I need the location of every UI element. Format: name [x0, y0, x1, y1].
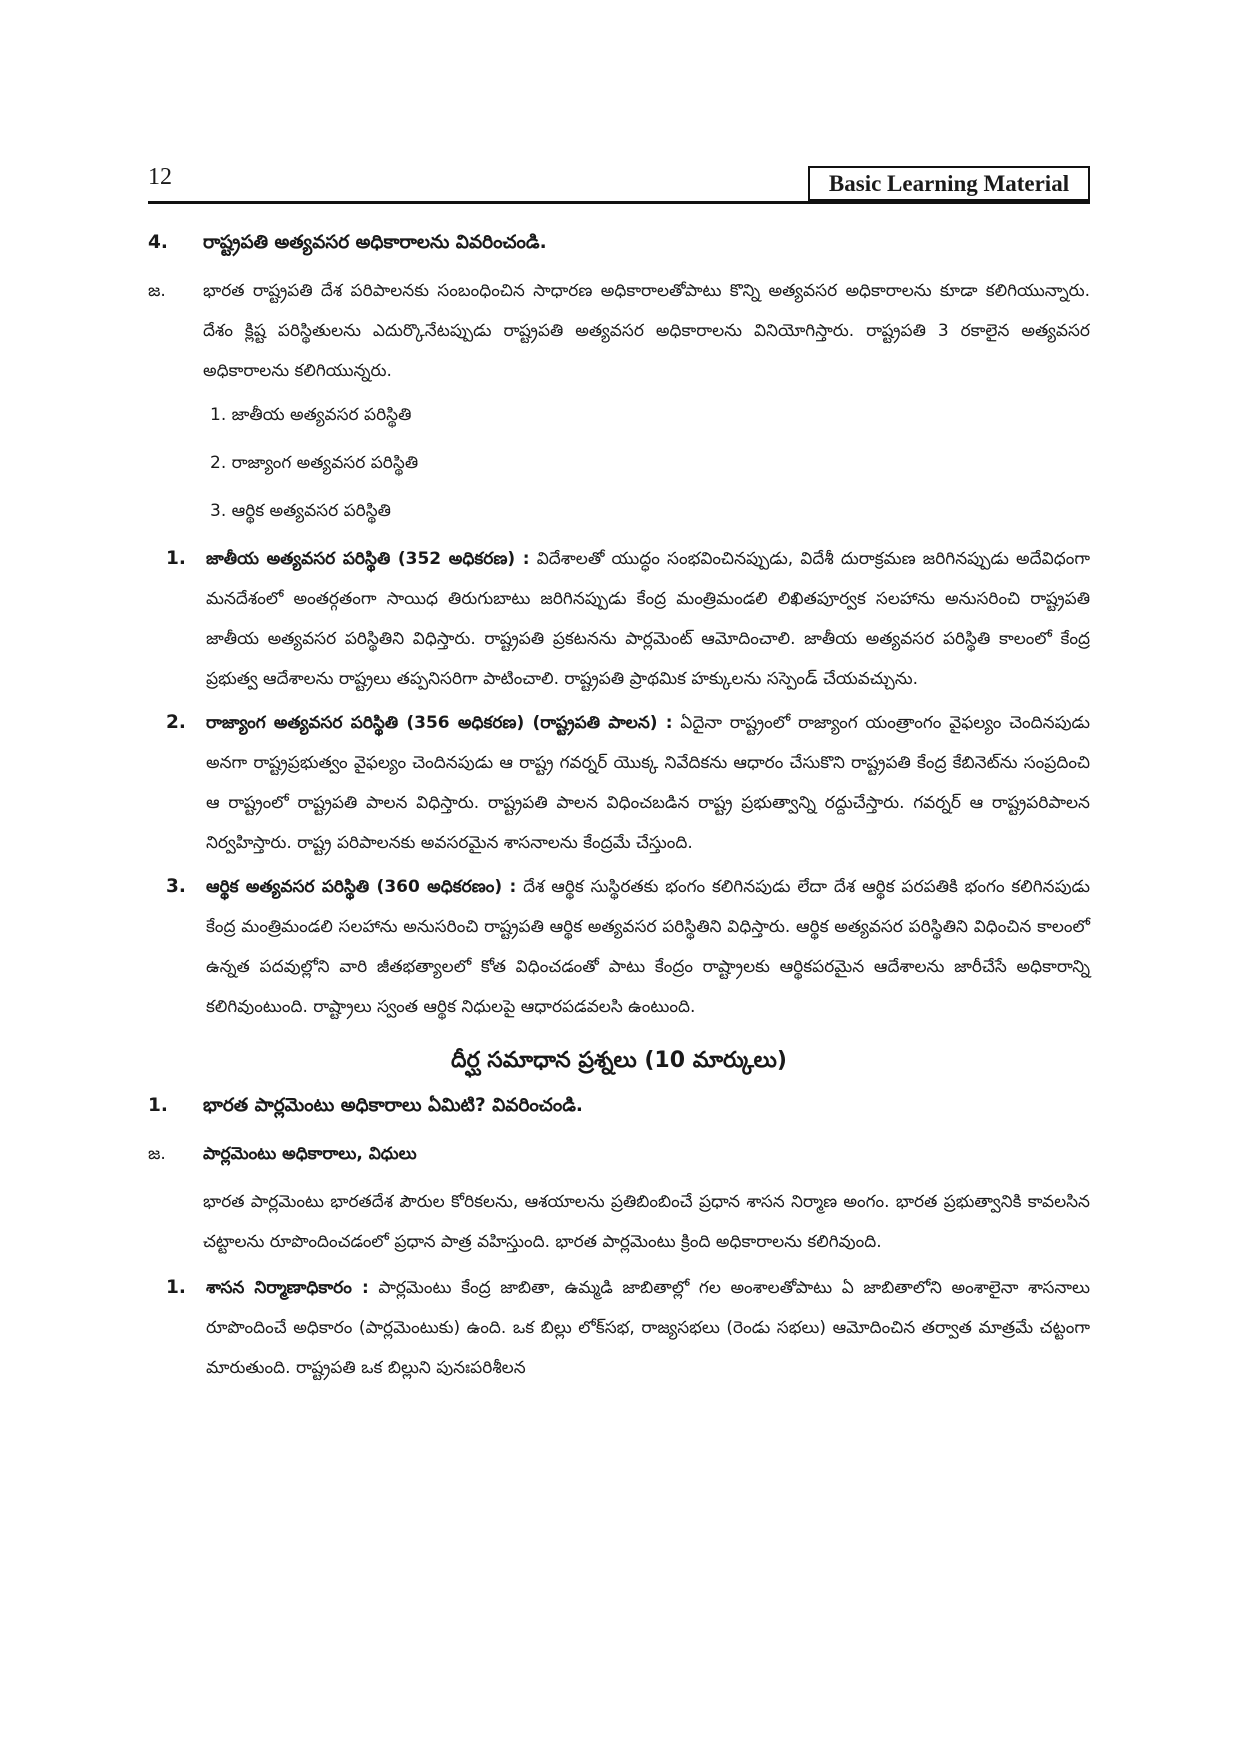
- question-1: [148, 1095, 1090, 1120]
- point-text: దేశ ఆర్థిక సుస్థిరతకు భంగం కలిగినపుడు లేదా దేశ ఆర్థిక పరపతికి భంగం కలిగినపుడు కేంద్ర మంత్రిమండలి సలహాను అనుసరించి రాష్ట్రపతి ఆర్థిక అత్యవసర పరిస్థితిని విధిస్తారు. ఆర్థిక అత్యవసర పరిస్థితిని విధించిన కాలంలో ఉన్నత పదవుల్లోని వారి జీతభత్యాలలో కోత విధించడంతో పాటు కేంద్రం రాష్ట్రాలకు ఆర్థికపరమైన ఆదేశాలను జారీచేసే అధికారాన్ని కలిగివుంటుంది. రాష్ట్రాలు స్వంత ఆర్థిక నిధులపై ఆధారపడవలసి ఉంటుంది.: [206, 877, 1091, 1017]
- point-text: ఏదైనా రాష్ట్రంలో రాజ్యాంగ యంత్రాంగం వైఫల్యం చెందినపుడు అనగా రాష్ట్రప్రభుత్వం వైఫల్యం చెందినపుడు ఆ రాష్ట్ర గవర్నర్ యొక్క నివేదికను ఆధారం చేసుకొని రాష్ట్రపతి కేంద్ర కేబినెట్‌ను సంప్రదించి ఆ రాష్ట్రంలో రాష్ట్రపతి పాలన విధిస్తారు. రాష్ట్రపతి పాలన విధించబడిన రాష్ట్ర ప్రభుత్వాన్ని రద్దుచేస్తారు. గవర్నర్ ఆ రాష్ట్రపరిపాలన నిర్వహిస్తారు. రాష్ట్ర పరిపాలనకు అవసరమైన శాసనాలను కేంద్రమే చేస్తుంది.: [206, 713, 1090, 853]
- point-heading: జాతీయ అత్యవసర పరిస్థితి (352 అధికరణ) :: [206, 549, 530, 569]
- question-text: భారత పార్లమెంటు అధికారాలు ఏమిటి? వివరించండి.: [203, 1095, 583, 1116]
- list-item: 2. రాజ్యాంగ అత్యవసర పరిస్థితి: [210, 453, 419, 473]
- point-text: పార్లమెంటు కేంద్ర జాబితా, ఉమ్మడి జాబితాల్లో గల అంశాలతోపాటు ఏ జాబితాలోని అంశాలైనా శాసనాలు రూపొందించే అధికారం (పార్లమెంటుకు) ఉంది. ఒక బిల్లు లోక్‌సభ, రాజ్యసభలు (రెండు సభలు) ఆమోదించిన తర్వాత మాత్రమే చట్టంగా మారుతుంది. రాష్ట్రపతి ఒక బిల్లుని పునఃపరిశీలన: [206, 1278, 1090, 1378]
- question-number: 1.: [148, 1095, 168, 1116]
- point-financial-emergency: [166, 867, 1090, 1027]
- point-heading: ఆర్థిక అత్యవసర పరిస్థితి (360 అధికరణం) :: [206, 877, 517, 897]
- running-header-title: Basic Learning Material: [808, 166, 1090, 202]
- answer-label: జ.: [148, 1144, 166, 1164]
- answer-label: జ.: [148, 281, 166, 301]
- section-title: దీర్ఘ సమాధాన ప్రశ్నలు (10 మార్కులు): [451, 1048, 787, 1073]
- question-number: 4.: [148, 232, 168, 253]
- point-heading: శాసన నిర్మాణాధికారం :: [206, 1278, 369, 1298]
- point-number: 2.: [166, 712, 186, 733]
- answer-heading: పార్లమెంటు అధికారాలు, విధులు: [203, 1144, 417, 1164]
- question-text: రాష్ట్రపతి అత్యవసర అధికారాలను వివరించండి.: [203, 232, 547, 253]
- header-rule: [148, 201, 1090, 204]
- point-number: 1.: [166, 1277, 186, 1298]
- page-number: 12: [148, 164, 172, 190]
- list-item: 3. ఆర్థిక అత్యవసర పరిస్థితి: [210, 501, 391, 521]
- emergency-types-list: [210, 391, 1090, 535]
- point-national-emergency: [166, 539, 1090, 699]
- question-4: [148, 232, 1090, 257]
- point-constitutional-emergency: [166, 703, 1090, 863]
- list-item: 1. జాతీయ అత్యవసర పరిస్థితి: [210, 405, 412, 425]
- answer-intro: భారత పార్లమెంటు భారతదేశ పౌరుల కోరికలను, ఆశయాలను ప్రతిబింబించే ప్రధాన శాసన నిర్మాణ అంగం. భారత ప్రభుత్వానికి కావలసిన చట్టాలను రూపొందించడంలో ప్రధాన పాత్ర వహిస్తుంది. భారత పార్లమెంటు క్రింది అధికారాలను కలిగివుంది.: [203, 1192, 1090, 1252]
- point-number: 1.: [166, 548, 186, 569]
- answer-4: [148, 271, 1090, 391]
- answer-1-heading: [148, 1134, 1090, 1174]
- answer-text: భారత రాష్ట్రపతి దేశ పరిపాలనకు సంబంధించిన సాధారణ అధికారాలతోపాటు కొన్ని అత్యవసర అధికారాలను కూడా కలిగియున్నారు. దేశం క్లిష్ట పరిస్థితులను ఎదుర్కొనేటప్పుడు రాష్ట్రపతి అత్యవసర అధికారాలను వినియోగిస్తారు. రాష్ట్రపతి 3 రకాలైన అత్యవసర అధికారాలను కలిగియున్నరు.: [203, 281, 1090, 381]
- point-text: విదేశాలతో యుద్ధం సంభవించినప్పుడు, విదేశీ దురాక్రమణ జరిగినప్పుడు అదేవిధంగా మనదేశంలో అంతర్గతంగా సాయిధ తిరుగుబాటు జరిగినప్పుడు కేంద్ర మంత్రిమండలి లిఖితపూర్వక సలహాను అనుసరించి రాష్ట్రపతి జాతీయ అత్యవసర పరిస్థితిని విధిస్తారు. రాష్ట్రపతి ప్రకటనను పార్లమెంట్ ఆమోదించాలి. జాతీయ అత్యవసర పరిస్థితి కాలంలో కేంద్ర ప్రభుత్వ ఆదేశాలను రాష్ట్రలు తప్పనిసరిగా పాటించాలి. రాష్ట్రపతి ప్రాథమిక హక్కులను సస్పెండ్ చేయవచ్చును.: [206, 549, 1090, 689]
- point-legislative-power: [166, 1268, 1090, 1388]
- point-number: 3.: [166, 876, 186, 897]
- page-content: [148, 222, 1090, 1388]
- point-heading: రాజ్యాంగ అత్యవసర పరిస్థితి (356 అధికరణ) (రాష్ట్రపతి పాలన) :: [206, 713, 673, 733]
